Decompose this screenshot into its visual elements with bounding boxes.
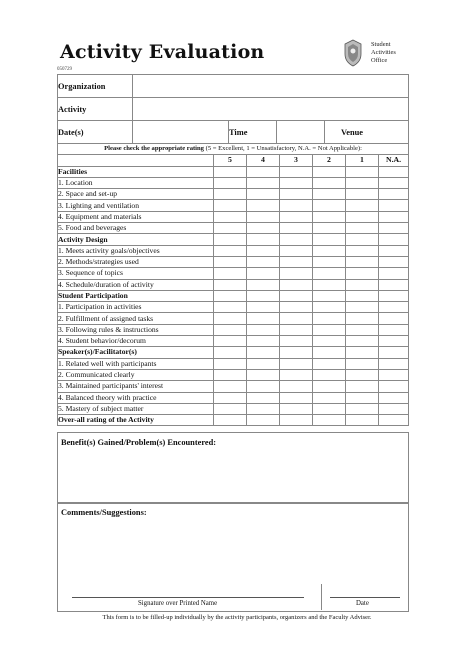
rating-checkbox-cell[interactable]	[313, 200, 346, 211]
rating-checkbox-cell[interactable]	[247, 369, 280, 380]
rating-checkbox-cell[interactable]	[247, 324, 280, 335]
rating-checkbox-cell[interactable]	[280, 336, 313, 347]
rating-item-row	[58, 211, 409, 222]
time-field[interactable]	[277, 121, 325, 144]
rating-checkbox-cell[interactable]	[214, 302, 247, 313]
rating-item-row	[58, 302, 409, 313]
rating-checkbox-cell[interactable]	[313, 403, 346, 414]
rating-checkbox-cell[interactable]	[346, 211, 379, 222]
rating-checkbox-cell[interactable]	[247, 177, 280, 188]
venue-label: Venue	[325, 121, 409, 144]
rating-item-row-label: 3. Sequence of topics	[58, 268, 214, 279]
rating-item-row	[58, 189, 409, 200]
office-name	[371, 41, 396, 65]
scale-4: 4	[247, 155, 280, 166]
dates-field[interactable]	[133, 121, 229, 144]
rating-checkbox-cell[interactable]	[280, 200, 313, 211]
overall-rating-row	[58, 415, 409, 426]
rating-checkbox-cell[interactable]	[313, 290, 346, 301]
rating-checkbox-cell[interactable]	[379, 177, 409, 188]
rating-checkbox-cell[interactable]	[280, 268, 313, 279]
rating-checkbox-cell[interactable]	[379, 200, 409, 211]
school-crest-icon	[341, 38, 365, 68]
rating-checkbox-cell[interactable]	[379, 189, 409, 200]
comments-box[interactable]	[57, 502, 409, 612]
rating-item-row-label: 4. Balanced theory with practice	[58, 392, 214, 403]
rating-checkbox-cell[interactable]	[247, 245, 280, 256]
rating-checkbox-cell[interactable]	[313, 211, 346, 222]
rating-checkbox-cell[interactable]	[346, 403, 379, 414]
rating-checkbox-cell[interactable]	[247, 200, 280, 211]
rating-item-row	[58, 369, 409, 380]
rating-checkbox-cell[interactable]	[346, 223, 379, 234]
rating-checkbox-cell[interactable]	[247, 347, 280, 358]
rating-checkbox-cell[interactable]	[280, 415, 313, 426]
rating-item-row-label: 4. Student behavior/decorum	[58, 336, 214, 347]
form-title: Activity Evaluation	[60, 41, 265, 63]
signature-label: Signature over Printed Name	[138, 600, 218, 607]
rating-checkbox-cell[interactable]	[280, 324, 313, 335]
rating-checkbox-cell[interactable]	[214, 256, 247, 267]
rating-item-row	[58, 223, 409, 234]
rating-checkbox-cell[interactable]	[313, 256, 346, 267]
rating-checkbox-cell[interactable]	[379, 245, 409, 256]
rating-checkbox-cell[interactable]	[247, 189, 280, 200]
rating-section-header-label: Speaker(s)/Facilitator(s)	[58, 347, 214, 358]
rating-checkbox-cell[interactable]	[247, 290, 280, 301]
rating-checkbox-cell[interactable]	[280, 211, 313, 222]
rating-checkbox-cell[interactable]	[214, 392, 247, 403]
rating-checkbox-cell[interactable]	[214, 324, 247, 335]
rating-checkbox-cell[interactable]	[379, 166, 409, 177]
rating-item-row-label: 3. Following rules & instructions	[58, 324, 214, 335]
rating-checkbox-cell[interactable]	[214, 336, 247, 347]
rating-item-row	[58, 177, 409, 188]
rating-checkbox-cell[interactable]	[247, 234, 280, 245]
rating-item-row-label: 2. Fulfillment of assigned tasks	[58, 313, 214, 324]
rating-section-header	[58, 290, 409, 301]
rating-checkbox-cell[interactable]	[346, 279, 379, 290]
rating-checkbox-cell[interactable]	[313, 177, 346, 188]
rating-item-row	[58, 336, 409, 347]
rating-checkbox-cell[interactable]	[247, 302, 280, 313]
rating-checkbox-cell[interactable]	[313, 358, 346, 369]
rating-checkbox-cell[interactable]	[280, 313, 313, 324]
rating-checkbox-cell[interactable]	[346, 313, 379, 324]
rating-checkbox-cell[interactable]	[247, 279, 280, 290]
rating-checkbox-cell[interactable]	[280, 245, 313, 256]
rating-checkbox-cell[interactable]	[313, 223, 346, 234]
rating-item-row-label: 4. Equipment and materials	[58, 211, 214, 222]
rating-checkbox-cell[interactable]	[313, 381, 346, 392]
rating-checkbox-cell[interactable]	[313, 302, 346, 313]
rating-checkbox-cell[interactable]	[247, 223, 280, 234]
rating-instruction-bold: Please check the appropriate rating	[104, 145, 204, 153]
rating-checkbox-cell[interactable]	[346, 324, 379, 335]
comments-label: Comments/Suggestions:	[61, 508, 147, 517]
rating-checkbox-cell[interactable]	[346, 358, 379, 369]
rating-checkbox-cell[interactable]	[280, 279, 313, 290]
rating-checkbox-cell[interactable]	[214, 268, 247, 279]
rating-checkbox-cell[interactable]	[379, 211, 409, 222]
rating-checkbox-cell[interactable]	[247, 313, 280, 324]
rating-item-row	[58, 268, 409, 279]
dates-label: Date(s)	[58, 121, 133, 144]
rating-checkbox-cell[interactable]	[379, 268, 409, 279]
rating-item-row-label: 5. Mastery of subject matter	[58, 403, 214, 414]
rating-checkbox-cell[interactable]	[346, 177, 379, 188]
rating-checkbox-cell[interactable]	[247, 403, 280, 414]
rating-item-row-label: 3. Maintained participants' interest	[58, 381, 214, 392]
rating-checkbox-cell[interactable]	[379, 256, 409, 267]
rating-checkbox-cell[interactable]	[214, 279, 247, 290]
rating-checkbox-cell[interactable]	[313, 245, 346, 256]
rating-checkbox-cell[interactable]	[313, 234, 346, 245]
rating-checkbox-cell[interactable]	[379, 279, 409, 290]
rating-checkbox-cell[interactable]	[280, 369, 313, 380]
rating-checkbox-cell[interactable]	[346, 392, 379, 403]
rating-item-row-label: 1. Participation in activities	[58, 302, 214, 313]
rating-checkbox-cell[interactable]	[247, 268, 280, 279]
rating-checkbox-cell[interactable]	[280, 392, 313, 403]
rating-checkbox-cell[interactable]	[379, 403, 409, 414]
rating-checkbox-cell[interactable]	[247, 166, 280, 177]
scale-na: N.A.	[379, 155, 409, 166]
rating-checkbox-cell[interactable]	[346, 336, 379, 347]
rating-checkbox-cell[interactable]	[214, 415, 247, 426]
rating-checkbox-cell[interactable]	[313, 279, 346, 290]
rating-checkbox-cell[interactable]	[214, 211, 247, 222]
date-label: Date	[356, 600, 369, 607]
rating-checkbox-cell[interactable]	[379, 369, 409, 380]
rating-checkbox-cell[interactable]	[313, 268, 346, 279]
rating-section-header-label: Student Participation	[58, 290, 214, 301]
rating-checkbox-cell[interactable]	[379, 223, 409, 234]
rating-checkbox-cell[interactable]	[247, 392, 280, 403]
rating-section-header	[58, 347, 409, 358]
rating-checkbox-cell[interactable]	[346, 347, 379, 358]
rating-checkbox-cell[interactable]	[313, 166, 346, 177]
rating-checkbox-cell[interactable]	[214, 177, 247, 188]
rating-checkbox-cell[interactable]	[346, 189, 379, 200]
date-line	[330, 597, 400, 598]
rating-checkbox-cell[interactable]	[346, 290, 379, 301]
rating-checkbox-cell[interactable]	[379, 234, 409, 245]
office-line: Office	[371, 57, 388, 64]
rating-checkbox-cell[interactable]	[313, 369, 346, 380]
rating-checkbox-cell[interactable]	[346, 369, 379, 380]
rating-checkbox-cell[interactable]	[346, 268, 379, 279]
rating-checkbox-cell[interactable]	[247, 358, 280, 369]
rating-checkbox-cell[interactable]	[313, 313, 346, 324]
rating-instruction	[58, 144, 409, 155]
event-info-table	[57, 74, 409, 144]
rating-item-row	[58, 279, 409, 290]
organization-field[interactable]	[133, 75, 409, 98]
office-line: Activities	[371, 49, 396, 56]
rating-checkbox-cell[interactable]	[247, 381, 280, 392]
rating-checkbox-cell[interactable]	[313, 336, 346, 347]
rating-section-header-label: Activity Design	[58, 234, 214, 245]
rating-checkbox-cell[interactable]	[280, 290, 313, 301]
rating-checkbox-cell[interactable]	[214, 200, 247, 211]
scale-3: 3	[280, 155, 313, 166]
rating-checkbox-cell[interactable]	[313, 324, 346, 335]
rating-checkbox-cell[interactable]	[280, 256, 313, 267]
rating-checkbox-cell[interactable]	[346, 415, 379, 426]
rating-checkbox-cell[interactable]	[280, 358, 313, 369]
rating-section-header	[58, 166, 409, 177]
rating-item-row	[58, 324, 409, 335]
rating-checkbox-cell[interactable]	[280, 223, 313, 234]
rating-section-header-label: Facilities	[58, 166, 214, 177]
rating-checkbox-cell[interactable]	[214, 313, 247, 324]
rating-item-row-label: 1. Meets activity goals/objectives	[58, 245, 214, 256]
rating-checkbox-cell[interactable]	[214, 234, 247, 245]
scale-2: 2	[313, 155, 346, 166]
rating-checkbox-cell[interactable]	[379, 313, 409, 324]
rating-checkbox-cell[interactable]	[346, 245, 379, 256]
benefits-label: Benefit(s) Gained/Problem(s) Encountered:	[61, 438, 217, 447]
rating-checkbox-cell[interactable]	[280, 166, 313, 177]
rating-checkbox-cell[interactable]	[280, 403, 313, 414]
rating-checkbox-cell[interactable]	[214, 369, 247, 380]
rating-checkbox-cell[interactable]	[346, 302, 379, 313]
rating-section-header	[58, 234, 409, 245]
form-code: 050729	[57, 67, 72, 72]
rating-checkbox-cell[interactable]	[379, 290, 409, 301]
signature-date-divider	[321, 584, 322, 610]
rating-item-row	[58, 200, 409, 211]
scale-5: 5	[214, 155, 247, 166]
office-line: Student	[371, 41, 391, 48]
rating-item-row	[58, 381, 409, 392]
rating-item-row-label: 4. Schedule/duration of activity	[58, 279, 214, 290]
scale-spacer	[58, 155, 214, 166]
rating-checkbox-cell[interactable]	[247, 211, 280, 222]
signature-line	[72, 597, 304, 598]
rating-checkbox-cell[interactable]	[379, 358, 409, 369]
rating-checkbox-cell[interactable]	[247, 336, 280, 347]
activity-field[interactable]	[133, 98, 409, 121]
rating-checkbox-cell[interactable]	[247, 256, 280, 267]
rating-checkbox-cell[interactable]	[346, 381, 379, 392]
rating-checkbox-cell[interactable]	[379, 336, 409, 347]
rating-item-row-label: 3. Lighting and ventilation	[58, 200, 214, 211]
rating-scale-row	[58, 155, 409, 166]
rating-checkbox-cell[interactable]	[214, 381, 247, 392]
rating-item-row-label: 1. Location	[58, 177, 214, 188]
rating-checkbox-cell[interactable]	[313, 415, 346, 426]
rating-checkbox-cell[interactable]	[346, 200, 379, 211]
rating-item-row	[58, 313, 409, 324]
rating-checkbox-cell[interactable]	[280, 302, 313, 313]
rating-item-row	[58, 392, 409, 403]
rating-checkbox-cell[interactable]	[214, 347, 247, 358]
rating-checkbox-cell[interactable]	[313, 189, 346, 200]
rating-item-row-label: 2. Methods/strategies used	[58, 256, 214, 267]
rating-checkbox-cell[interactable]	[379, 381, 409, 392]
rating-checkbox-cell[interactable]	[280, 189, 313, 200]
rating-checkbox-cell[interactable]	[214, 403, 247, 414]
time-label: Time	[229, 121, 277, 144]
benefits-box[interactable]	[57, 432, 409, 504]
rating-item-row	[58, 245, 409, 256]
rating-item-row	[58, 256, 409, 267]
rating-checkbox-cell[interactable]	[214, 189, 247, 200]
scale-1: 1	[346, 155, 379, 166]
rating-instruction-rest: (5 = Excellent, 1 = Unsatisfactory, N.A. = Not Applicable):	[203, 145, 362, 153]
rating-checkbox-cell[interactable]	[280, 234, 313, 245]
footer-note: This form is to be filled-up individually by the activity participants, organizers and the Faculty Adviser.	[102, 614, 372, 621]
rating-checkbox-cell[interactable]	[214, 290, 247, 301]
rating-checkbox-cell[interactable]	[379, 302, 409, 313]
rating-item-row	[58, 403, 409, 414]
rating-checkbox-cell[interactable]	[313, 392, 346, 403]
rating-checkbox-cell[interactable]	[280, 347, 313, 358]
rating-checkbox-cell[interactable]	[379, 324, 409, 335]
overall-rating-row-label: Over-all rating of the Activity	[58, 415, 214, 426]
rating-item-row-label: 2. Space and set-up	[58, 189, 214, 200]
rating-item-row	[58, 358, 409, 369]
rating-checkbox-cell[interactable]	[346, 166, 379, 177]
rating-item-row-label: 5. Food and beverages	[58, 223, 214, 234]
rating-checkbox-cell[interactable]	[214, 166, 247, 177]
organization-label: Organization	[58, 75, 133, 98]
rating-checkbox-cell[interactable]	[346, 234, 379, 245]
rating-checkbox-cell[interactable]	[379, 347, 409, 358]
rating-checkbox-cell[interactable]	[280, 381, 313, 392]
rating-checkbox-cell[interactable]	[379, 392, 409, 403]
activity-label: Activity	[58, 98, 133, 121]
rating-checkbox-cell[interactable]	[379, 415, 409, 426]
rating-table	[57, 143, 409, 426]
rating-item-row-label: 2. Communicated clearly	[58, 369, 214, 380]
rating-item-row-label: 1. Related well with participants	[58, 358, 214, 369]
rating-checkbox-cell[interactable]	[247, 415, 280, 426]
rating-checkbox-cell[interactable]	[280, 177, 313, 188]
rating-checkbox-cell[interactable]	[313, 347, 346, 358]
rating-checkbox-cell[interactable]	[214, 358, 247, 369]
rating-checkbox-cell[interactable]	[214, 223, 247, 234]
rating-checkbox-cell[interactable]	[214, 245, 247, 256]
rating-checkbox-cell[interactable]	[346, 256, 379, 267]
